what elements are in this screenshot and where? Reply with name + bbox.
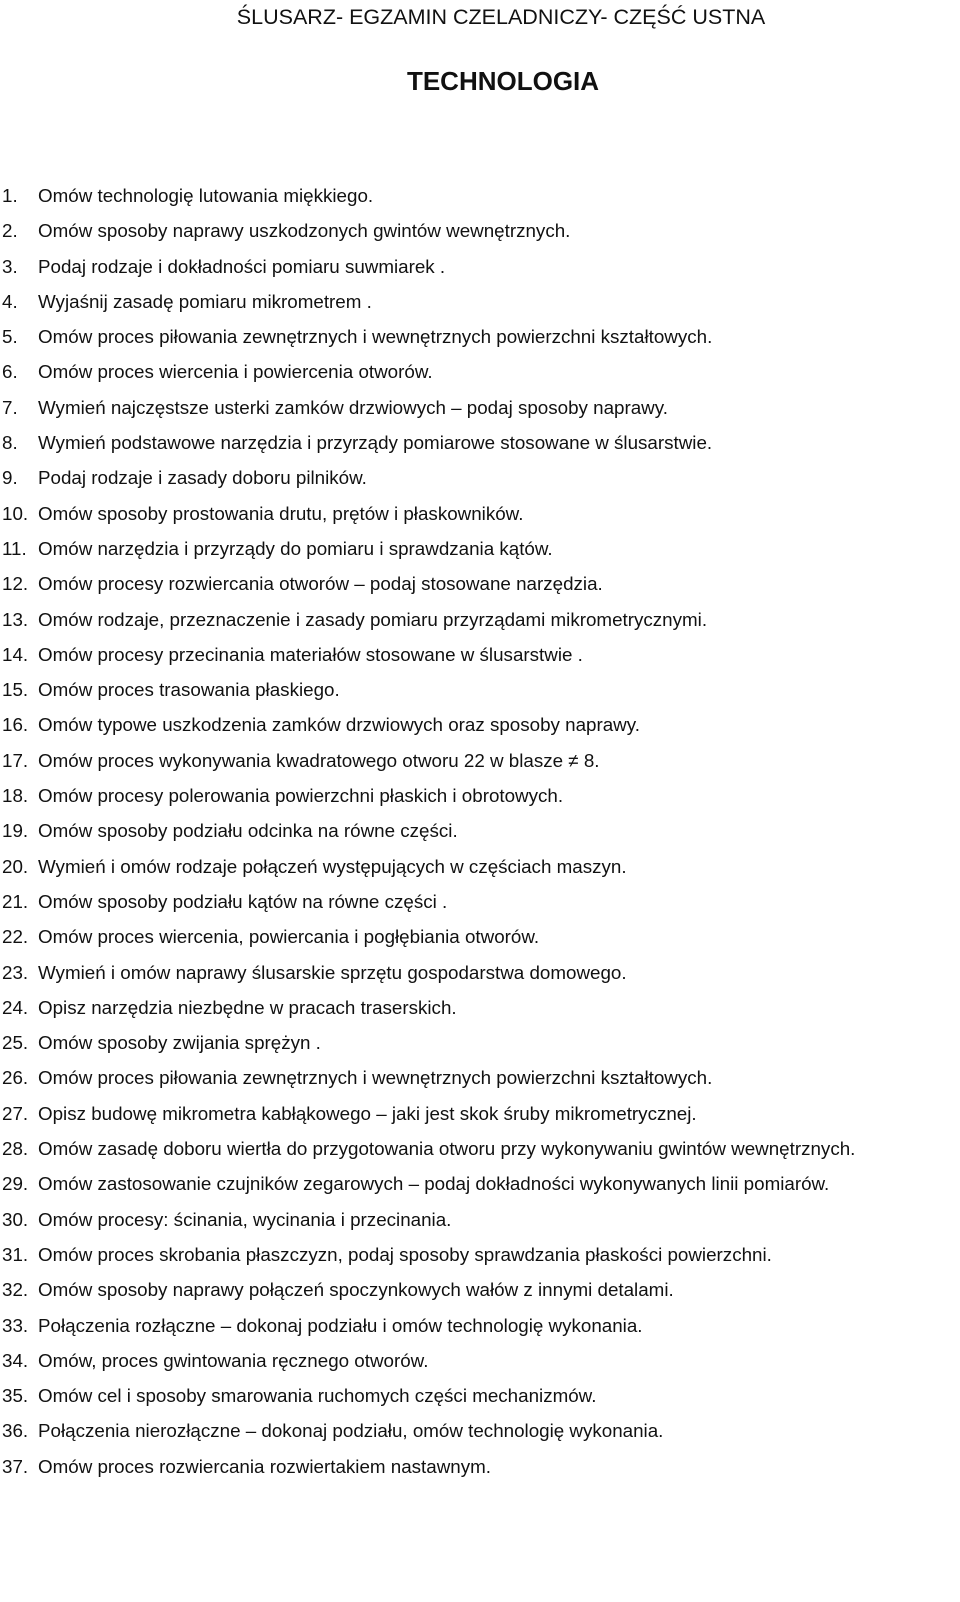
question-text: Podaj rodzaje i zasady doboru pilników. [38,467,367,489]
question-item [0,284,940,319]
question-item [0,1343,940,1378]
question-number: 22. [2,926,29,948]
question-text: Omów sposoby naprawy uszkodzonych gwintów wewnętrznych. [38,220,571,242]
question-item [0,425,940,460]
question-text: Omów proces piłowania zewnętrznych i wewnętrznych powierzchni kształtowych. [38,1067,713,1089]
question-number: 33. [2,1314,29,1336]
question-text: Omów zastosowanie czujników zegarowych – podaj dokładności wykonywanych linii pomiarów. [38,1173,830,1195]
question-number: 2. [2,220,18,242]
question-text: Podaj rodzaje i dokładności pomiaru suwmiarek . [38,255,446,277]
question-number: 25. [2,1032,29,1054]
question-number: 8. [2,432,18,454]
question-number: 13. [2,608,29,630]
question-item [0,1060,940,1095]
question-item [0,1272,940,1307]
question-number: 32. [2,1279,29,1301]
question-item [0,1378,940,1413]
question-text: Omów procesy rozwiercania otworów – podaj stosowane narzędzia. [38,573,603,595]
question-number: 20. [2,855,29,877]
question-number: 6. [2,361,18,383]
question-item [0,1131,940,1166]
question-item [0,849,940,884]
question-number: 15. [2,679,29,701]
question-text: Wymień najczęstsze usterki zamków drzwiowych – podaj sposoby naprawy. [38,396,668,418]
question-item [0,743,940,778]
question-number: 24. [2,996,29,1018]
question-number: 1. [2,185,18,206]
question-text: Omów procesy przecinania materiałów stosowane w ślusarstwie . [38,643,583,665]
question-text: Omów procesy: ścinania, wycinania i przecinania. [38,1208,452,1230]
question-text: Omów proces wiercenia, powiercania i pogłębiania otworów. [38,926,540,948]
question-item [0,707,940,742]
question-text: Omów proces skrobania płaszczyzn, podaj sposoby sprawdzania płaskości powierzchni. [38,1243,772,1265]
question-text: Wymień podstawowe narzędzia i przyrządy pomiarowe stosowane w ślusarstwie. [38,432,713,454]
question-text: Omów proces wiercenia i powiercenia otworów. [38,361,433,383]
question-text: Opisz budowę mikrometra kabłąkowego – jaki jest skok śruby mikrometrycznej. [38,1102,697,1124]
question-number: 14. [2,643,29,665]
question-text: Omów proces piłowania zewnętrznych i wewnętrznych powierzchni kształtowych. [38,326,713,348]
question-item [0,919,940,954]
question-text: Omów typowe uszkodzenia zamków drzwiowych oraz sposoby naprawy. [38,714,640,736]
question-item [0,390,940,425]
question-text: Połączenia nierozłączne – dokonaj podziału, omów technologię wykonania. [38,1420,664,1442]
question-item [0,1237,940,1272]
question-item [0,1096,940,1131]
question-text: Omów, proces gwintowania ręcznego otworów. [38,1349,429,1371]
question-number: 12. [2,573,29,595]
question-text: Omów proces trasowania płaskiego. [38,679,340,701]
question-item [0,990,940,1025]
question-text: Omów sposoby naprawy połączeń spoczynkowych wałów z innymi detalami. [38,1279,674,1301]
question-text: Omów sposoby zwijania sprężyn . [38,1032,321,1054]
question-item [0,955,940,990]
question-number: 9. [2,467,18,489]
question-text: Omów sposoby podziału kątów na równe części . [38,890,448,912]
question-item [0,460,940,495]
question-number: 26. [2,1067,29,1089]
question-text: Omów proces wykonywania kwadratowego otworu 22 w blasze ≠ 8. [38,749,600,771]
question-text: Omów cel i sposoby smarowania ruchomych części mechanizmów. [38,1385,597,1407]
question-number: 17. [2,749,29,771]
question-item [0,1308,940,1343]
question-number: 36. [2,1420,29,1442]
question-list [0,178,940,1484]
question-text: Omów narzędzia i przyrządy do pomiaru i sprawdzania kątów. [38,537,553,559]
document-title: ŚLUSARZ- EGZAMIN CZELADNICZY- CZĘŚĆ USTNA [236,5,766,29]
question-item [0,354,940,389]
question-text: Omów proces rozwiercania rozwiertakiem nastawnym. [38,1455,491,1477]
question-item [0,531,940,566]
question-item [0,1166,940,1201]
question-text: Omów procesy polerowania powierzchni płaskich i obrotowych. [38,785,564,807]
question-item [0,884,940,919]
question-item [0,249,940,284]
question-text: Wymień i omów rodzaje połączeń występujących w częściach maszyn. [38,855,627,877]
question-number: 35. [2,1385,29,1407]
question-item [0,778,940,813]
question-number: 28. [2,1138,29,1160]
question-number: 21. [2,890,29,912]
question-text: Omów rodzaje, przeznaczenie i zasady pomiaru przyrządami mikrometrycznymi. [38,608,708,630]
question-number: 16. [2,714,29,736]
question-number: 5. [2,326,18,348]
question-number: 27. [2,1102,29,1124]
question-number: 7. [2,396,18,418]
question-item [0,1025,940,1060]
question-text: Opisz narzędzia niezbędne w pracach traserskich. [38,996,457,1018]
question-number: 34. [2,1349,29,1371]
question-text: Połączenia rozłączne – dokonaj podziału i omów technologię wykonania. [38,1314,643,1336]
question-number: 31. [2,1243,29,1265]
question-item [0,813,940,848]
question-item [0,1202,940,1237]
question-item [0,602,940,637]
question-number: 3. [2,255,18,277]
question-item [0,213,940,248]
question-text: Omów sposoby podziału odcinka na równe części. [38,820,458,842]
question-item [0,319,940,354]
question-text: Wyjaśnij zasadę pomiaru mikrometrem . [38,290,372,312]
question-text: Omów zasadę doboru wiertła do przygotowania otworu przy wykonywaniu gwintów wewnętrznych. [38,1138,856,1160]
question-number: 18. [2,785,29,807]
question-text: Wymień i omów naprawy ślusarskie sprzętu gospodarstwa domowego. [38,961,627,983]
section-heading: TECHNOLOGIA [406,66,600,96]
question-item [0,637,940,672]
question-number: 4. [2,290,18,312]
question-number: 10. [2,502,29,524]
question-text: Omów sposoby prostowania drutu, prętów i płaskowników. [38,502,524,524]
question-text: Omów technologię lutowania miękkiego. [38,185,374,206]
question-item [0,566,940,601]
question-number: 37. [2,1455,29,1477]
question-item [0,1413,940,1448]
question-number: 29. [2,1173,29,1195]
question-item [0,1449,940,1484]
question-item [0,178,940,213]
question-number: 23. [2,961,29,983]
question-number: 11. [2,537,27,559]
question-item [0,496,940,531]
question-number: 19. [2,820,29,842]
question-number: 30. [2,1208,29,1230]
question-item [0,672,940,707]
